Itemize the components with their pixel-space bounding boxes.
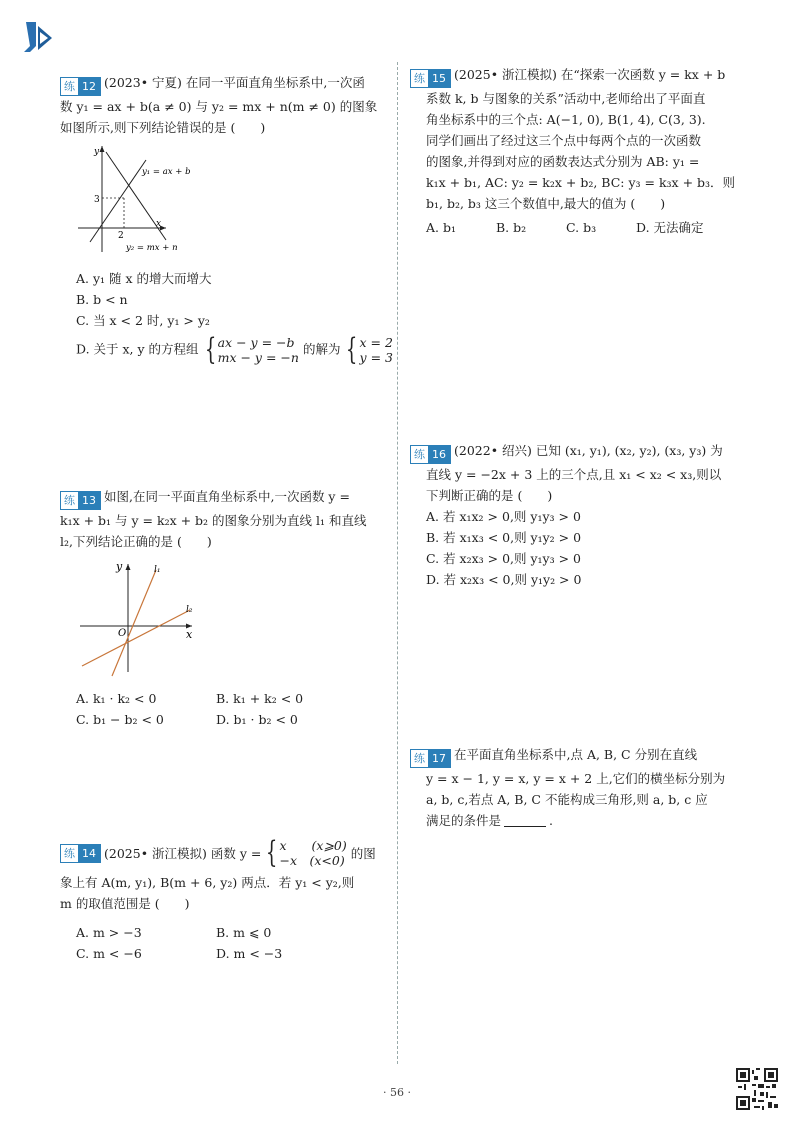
tick-label-x: 2 (118, 231, 124, 241)
line-label-l1: l₁ (154, 565, 161, 575)
question-text: a, b, c,若点 A, B, C 不能构成三角形,则 a, b, c 应 (426, 792, 708, 807)
option-b: B. 若 x₁x₃ < 0,则 y₁y₂ > 0 (426, 530, 582, 545)
option-c: C. b₁ − b₂ < 0 (76, 712, 164, 727)
question-text: 如图所示,则下列结论错误的是 ( ) (60, 120, 266, 135)
q14-options (76, 922, 386, 964)
question-text: m 的取值范围是 ( ) (60, 896, 190, 911)
question-text: 如图,在同一平面直角坐标系中,一次函数 y = (104, 489, 350, 504)
line-label-y1: y₁ = ax + b (142, 167, 191, 177)
question-text: 同学们画出了经过这三个点中每两个点的一次函数 (426, 133, 702, 148)
question-12 (60, 72, 390, 138)
question-text: b₁, b₂, b₃ 这三个数值中,最大的值为 ( ) (426, 196, 666, 211)
question-text: 在平面直角坐标系中,点 A, B, C 分别在直线 (454, 747, 698, 762)
option-a: A. b₁ (426, 220, 456, 235)
q13-options (76, 688, 386, 730)
question-text: (2025• 浙江模拟) 函数 y = (104, 845, 262, 861)
answer-blank[interactable] (504, 814, 546, 827)
question-text: 满足的条件是 . (426, 813, 553, 828)
option-d: D. m < −3 (216, 946, 283, 961)
question-text: y = x − 1, y = x, y = x + 2 上,它们的横坐标分别为 (426, 771, 726, 786)
origin-label: O (118, 628, 127, 639)
option-b: B. m ⩽ 0 (216, 925, 272, 940)
option-d: D. 关于 x, y 的方程组 { ax − y = −b mx − y = −n 的解为 { x = 2 y = 3 (76, 332, 393, 367)
question-text: k₁x + b₁, AC: y₂ = k₂x + b₂, BC: y₃ = k₃x + b₃．则 (426, 175, 736, 190)
solution-system: { x = 2 y = 3 (346, 332, 393, 367)
line-label-y2: y₂ = mx + n (126, 243, 178, 253)
question-text: (2022• 绍兴) 已知 (x₁, y₁), (x₂, y₂), (x₃, y₃) 为 (454, 443, 723, 458)
question-text: 象上有 A(m, y₁), B(m + 6, y₂) 两点．若 y₁ < y₂,则 (60, 875, 355, 890)
q12-options (76, 268, 396, 365)
option-a: A. m > −3 (76, 925, 142, 940)
question-badge: 练 15 (410, 69, 451, 88)
option-a: A. k₁ · k₂ < 0 (76, 691, 157, 706)
option-a: A. y₁ 随 x 的增大而增大 (76, 271, 212, 286)
q13-graph (72, 556, 202, 680)
question-text: 直线 y = −2x + 3 上的三个点,且 x₁ < x₂ < x₃,则以 (426, 467, 722, 482)
question-badge: 练 12 (60, 77, 101, 96)
option-b: B. b < n (76, 292, 128, 307)
question-text: 的图象,并得到对应的函数表达式分别为 AB: y₁ = (426, 154, 700, 169)
option-b: B. b₂ (496, 220, 527, 235)
question-16 (410, 440, 750, 590)
option-c: C. 若 x₂x₃ > 0,则 y₁y₃ > 0 (426, 551, 581, 566)
question-text: (2023• 宁夏) 在同一平面直角坐标系中,一次函 (104, 75, 365, 90)
question-text: 角坐标系中的三个点: A(−1, 0), B(1, 4), C(3, 3). (426, 112, 706, 127)
question-text: l₂,下列结论正确的是 ( ) (60, 534, 212, 549)
option-c: C. m < −6 (76, 946, 142, 961)
question-badge: 练 17 (410, 749, 451, 768)
option-d: D. 无法确定 (636, 220, 704, 235)
axis-label-x: x (186, 628, 193, 641)
question-text: 系数 k, b 与图象的关系”活动中,老师给出了平面直 (426, 91, 706, 106)
option-d: D. 若 x₂x₃ < 0,则 y₁y₂ > 0 (426, 572, 582, 587)
axis-label-y: y (94, 147, 100, 157)
option-b: B. k₁ + k₂ < 0 (216, 691, 304, 706)
question-badge: 练 14 (60, 844, 101, 863)
equation-system: { ax − y = −b mx − y = −n (204, 332, 299, 367)
option-a: A. 若 x₁x₂ > 0,则 y₁y₃ > 0 (426, 509, 581, 524)
option-d: D. b₁ · b₂ < 0 (216, 712, 298, 727)
page-number: · 56 · (383, 1086, 411, 1099)
question-badge: 练 13 (60, 491, 101, 510)
question-badge: 练 16 (410, 445, 451, 464)
axis-label-y: y (116, 560, 123, 573)
option-c: C. 当 x < 2 时, y₁ > y₂ (76, 313, 210, 328)
qr-code-icon (736, 1068, 778, 1110)
q15-options (410, 217, 750, 238)
tick-label-y: 3 (94, 195, 100, 205)
brand-logo-icon (22, 20, 56, 56)
question-15 (410, 64, 750, 238)
question-17 (410, 744, 750, 831)
column-divider (397, 62, 398, 1064)
option-c: C. b₃ (566, 220, 597, 235)
q12-graph (70, 140, 210, 258)
question-text: 下判断正确的是 ( ) (426, 488, 553, 503)
question-text: 的图 (350, 845, 376, 861)
question-14 (60, 835, 390, 914)
piecewise-function: { x (x⩾0) −x (x<0) (266, 835, 347, 870)
axis-label-x: x (156, 219, 162, 229)
question-text: k₁x + b₁ 与 y = k₂x + b₂ 的图象分别为直线 l₁ 和直线 (60, 513, 367, 528)
question-13 (60, 486, 390, 552)
question-text: 数 y₁ = ax + b(a ≠ 0) 与 y₂ = mx + n(m ≠ 0) 的图象 (60, 99, 378, 114)
question-text: (2025• 浙江模拟) 在“探索一次函数 y = kx + b (454, 67, 726, 82)
line-label-l2: l₂ (186, 605, 193, 615)
